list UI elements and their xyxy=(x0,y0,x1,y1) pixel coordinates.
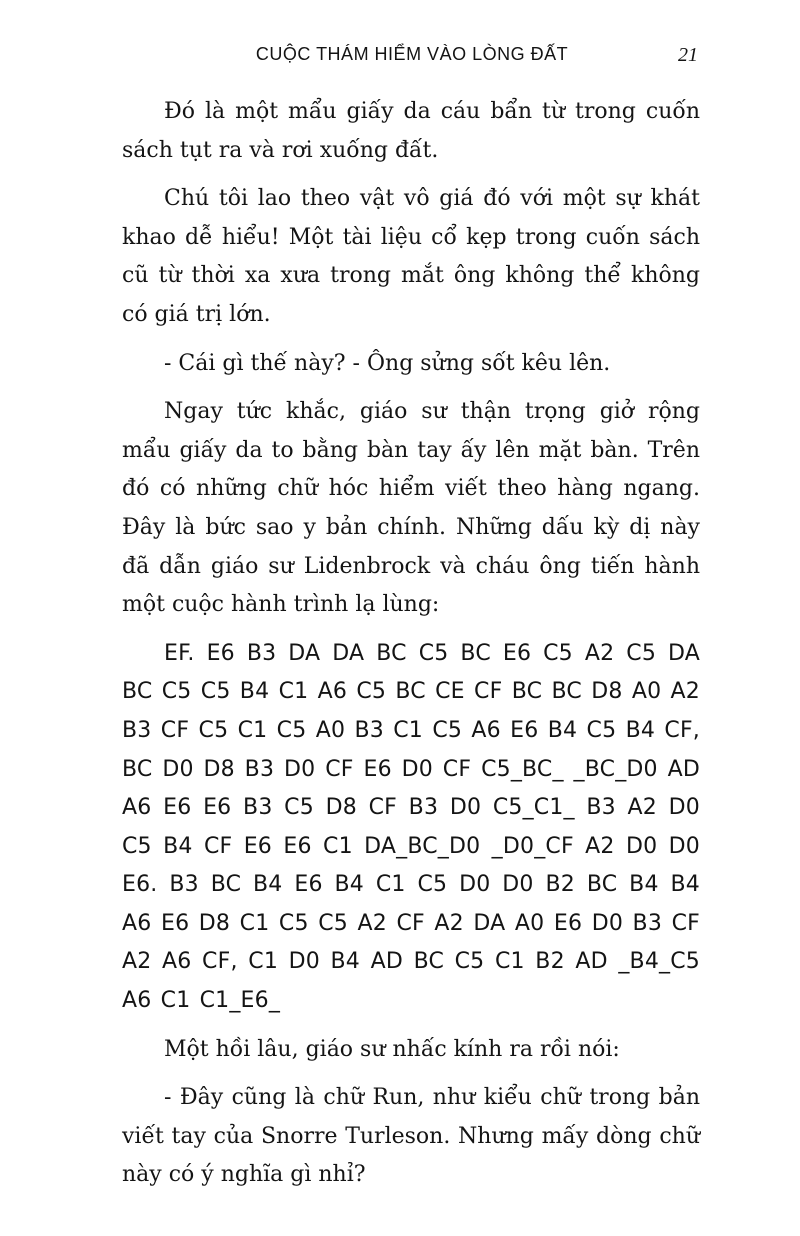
paragraph-uncle-grabs: Chú tôi lao theo vật vô giá đó với một sự khát khao dễ hiểu! Một tài liệu cổ kẹp trong cuốn sách cũ từ thời xa xưa trong mắt ông không thể không có giá trị lớn. xyxy=(122,186,700,327)
running-head-title: CUỘC THÁM HIỂM VÀO LÒNG ĐẤT xyxy=(255,44,569,64)
paragraph-professor-unfolds: Ngay tức khắc, giáo sư thận trọng giở rộng mẩu giấy da to bằng bàn tay ấy lên mặt bàn. Trên đó có những chữ hóc hiểm viết theo hàng ngang. Đây là bức sao y bản chính. Những dấu kỳ dị này đã dẫn giáo sư Lidenbrock và cháu ông tiến hành một cuộc hành trình lạ lùng: xyxy=(122,399,700,618)
paragraph-parchment-falls: Đó là một mẩu giấy da cáu bẩn từ trong cuốn sách tụt ra và rơi xuống đất. xyxy=(122,99,700,163)
cipher-text-block: EF. E6 B3 DA DA BC C5 BC E6 C5 A2 C5 DA BC C5 C5 B4 C1 A6 C5 BC CE CF BC BC D8 A0 A2 B3 CF C5 C1 C5 A0 B3 C1 C5 A6 E6 B4 C5 B4 CF, BC D0 D8 B3 D0 CF E6 D0 CF C5_BC_ _BC_D0 AD A6 E6 E6 B3 C5 D8 CF B3 D0 C5_C1_ B3 A2 D0 C5 B4 CF E6 E6 C1 DA_BC_D0 _D0_CF A2 D0 D0 E6. B3 BC B4 E6 B4 C1 C5 D0 D0 B2 BC B4 B4 A6 E6 D8 C1 C5 C5 A2 CF A2 DA A0 E6 D0 B3 CF A2 A6 CF, C1 D0 B4 AD BC C5 C1 B2 AD _B4_C5 A6 C1 C1_E6_ xyxy=(122,640,700,1014)
paragraph-professor-removes-glasses: Một hồi lâu, giáo sư nhấc kính ra rồi nói: xyxy=(164,1036,620,1062)
body-text xyxy=(122,93,700,1205)
paragraph-what-is-this: - Cái gì thế này? - Ông sửng sốt kêu lên. xyxy=(164,350,611,376)
paragraph-runic-script: - Đây cũng là chữ Run, như kiểu chữ trong bản viết tay của Snorre Turleson. Nhưng mấy dòng chữ này có ý nghĩa gì nhỉ? xyxy=(122,1085,700,1188)
page-number: 21 xyxy=(678,44,698,66)
